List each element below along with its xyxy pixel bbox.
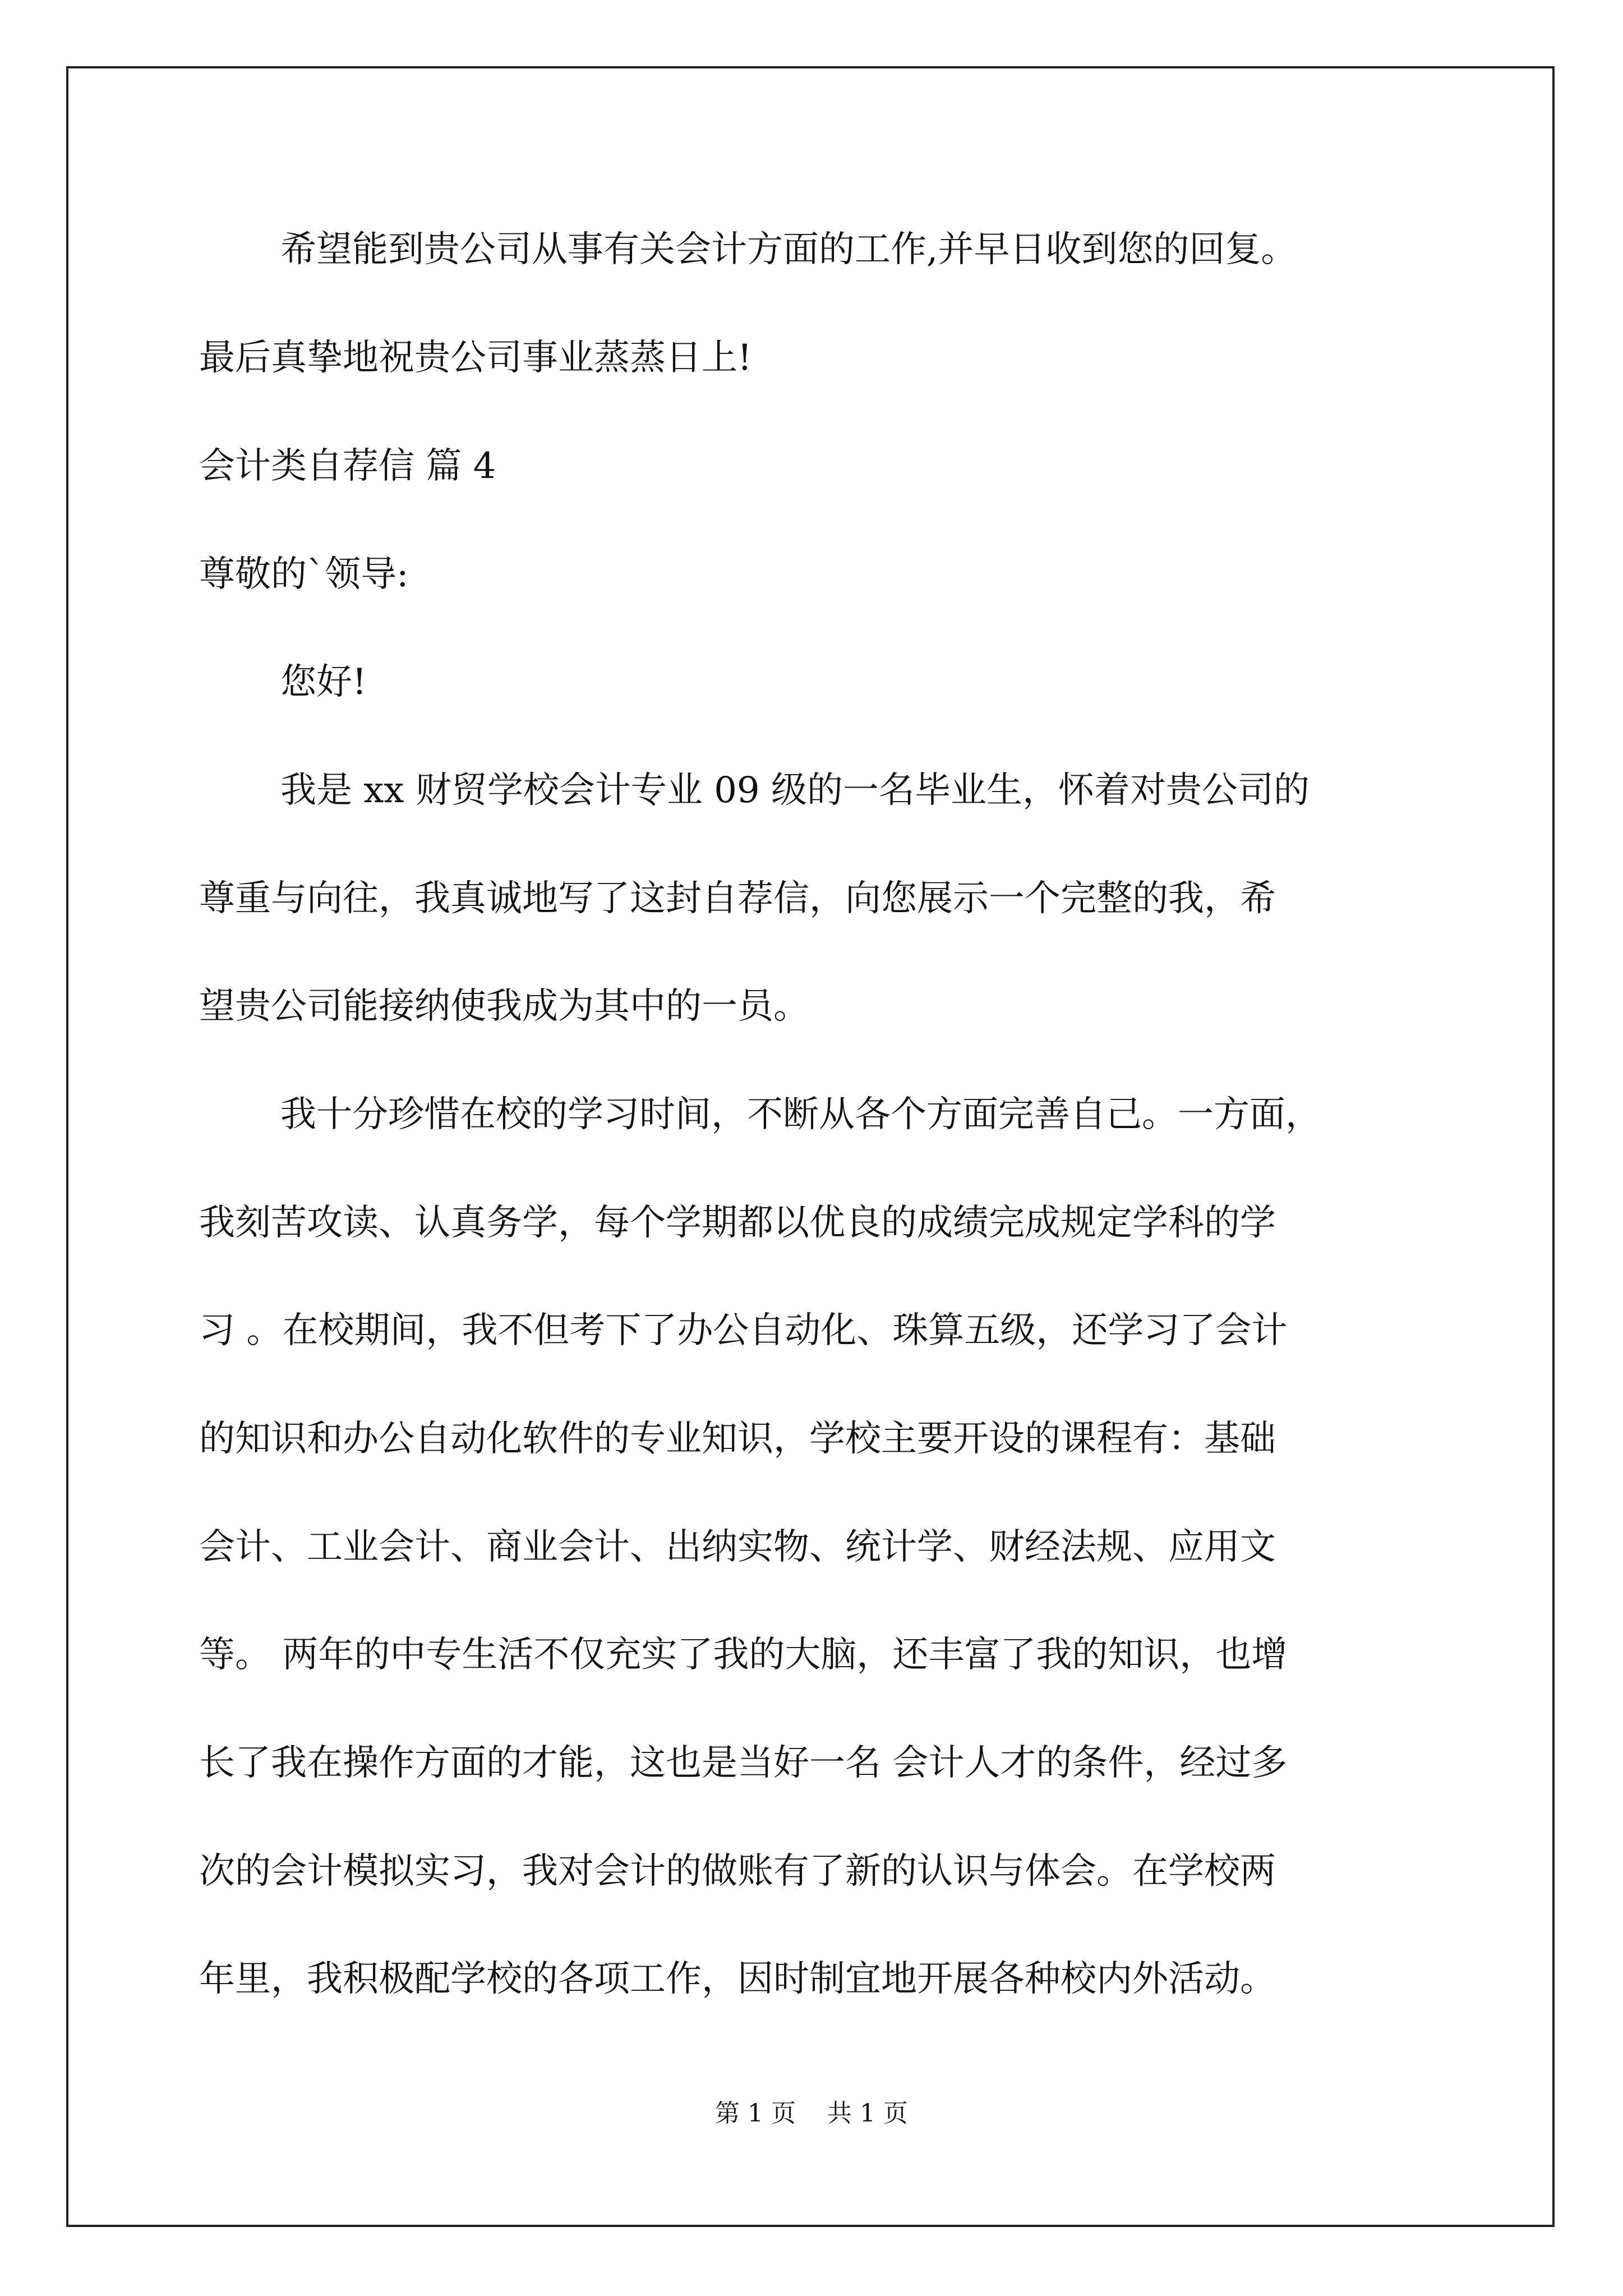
paragraph-line: 会计、工业会计、商业会计、出纳实物、统计学、财经法规、应用文 xyxy=(199,1526,1276,1568)
paragraph-line: 年里，我积极配学校的各项工作，因时制宜地开展各种校内外活动。 xyxy=(199,1958,1276,2000)
paragraph-line: 我刻苦攻读、认真务学，每个学期都以优良的成绩完成规定学科的学 xyxy=(199,1202,1276,1244)
paragraph-line: 次的会计模拟实习，我对会计的做账有了新的认识与体会。在学校两 xyxy=(199,1851,1276,1892)
paragraph-line: 的知识和办公自动化软件的专业知识，学校主要开设的课程有：基础 xyxy=(199,1418,1276,1460)
paragraph-line: 我是 xx 财贸学校会计专业 09 级的一名毕业生，怀着对贵公司的 xyxy=(280,770,1310,811)
greeting: 您好! xyxy=(280,661,367,703)
paragraph-line: 最后真挚地祝贵公司事业蒸蒸日上! xyxy=(199,337,752,379)
paragraph-line: 等。 两年的中专生活不仅充实了我的大脑，还丰富了我的知识，也增 xyxy=(199,1634,1288,1676)
salutation: 尊敬的`领导: xyxy=(199,554,409,595)
paragraph-line: 尊重与向往，我真诚地写了这封自荐信，向您展示一个完整的我，希 xyxy=(199,878,1276,919)
paragraph-line: 望贵公司能接纳使我成为其中的一员。 xyxy=(199,986,809,1027)
page-number-footer: 第 1 页 共 1 页 xyxy=(715,2099,908,2128)
paragraph-line: 习 。在校期间，我不但考下了办公自动化、珠算五级，还学习了会计 xyxy=(199,1310,1288,1351)
paragraph-line: 长了我在操作方面的才能，这也是当好一名 会计人才的条件，经过多 xyxy=(199,1742,1288,1784)
section-heading: 会计类自荐信 篇 4 xyxy=(199,445,496,487)
page-border xyxy=(66,66,1555,2227)
paragraph-line: 希望能到贵公司从事有关会计方面的工作,并早日收到您的回复。 xyxy=(280,229,1297,270)
paragraph-line: 我十分珍惜在校的学习时间，不断从各个方面完善自己。一方面， xyxy=(280,1094,1321,1135)
